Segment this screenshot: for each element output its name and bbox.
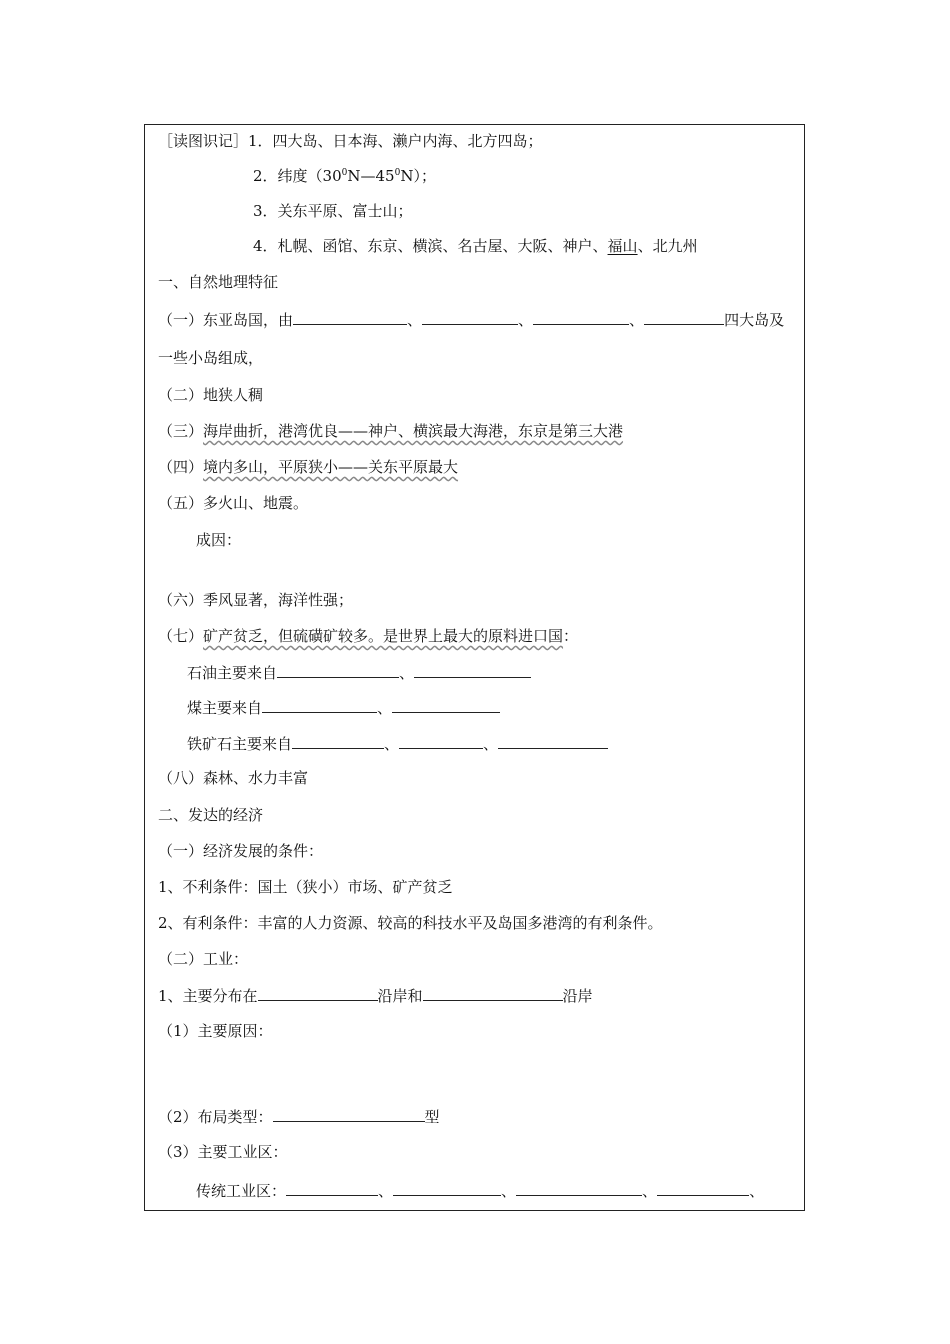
map-reading-item-1: 1．四大岛、日本海、濑户内海、北方四岛； (248, 132, 543, 150)
answer-blank[interactable] (414, 662, 531, 678)
answer-blank[interactable] (422, 309, 518, 325)
answer-blank[interactable] (657, 1180, 749, 1196)
answer-blank[interactable] (293, 309, 407, 325)
coal-sources: 煤主要来自 、 (187, 697, 500, 718)
unfavorable-conditions: 1、不利条件：国土（狭小）市场、矿产贫乏 (158, 878, 453, 896)
answer-blank[interactable] (399, 733, 483, 749)
industry-distribution: 1、主要分布在 沿岸和 沿岸 (158, 987, 593, 1005)
answer-blank[interactable] (423, 985, 563, 1001)
traditional-industrial-zones: 传统工业区： 、 、 、 、 (196, 1182, 765, 1200)
answer-blank[interactable] (644, 309, 724, 325)
feature-2: （二）地狭人稠 (158, 386, 264, 404)
industry-heading: （二）工业： (158, 950, 249, 968)
oil-sources: 石油主要来自 、 (187, 662, 531, 683)
answer-blank[interactable] (258, 985, 378, 1001)
map-reading-label: ［读图识记］ (158, 132, 249, 150)
iron-ore-sources: 铁矿石主要来自 、 、 (187, 733, 608, 754)
q1-four-islands: （一）东亚岛国，由 、 、 、 四大岛及 (158, 311, 785, 329)
layout-type: （2）布局类型： 型 (158, 1108, 440, 1126)
feature-8: （八）森林、水力丰富 (158, 769, 309, 787)
main-reasons: （1）主要原因： (158, 1022, 273, 1040)
feature-4: （四）境内多山，平原狭小——关东平原最大 (158, 458, 459, 476)
answer-blank[interactable] (498, 733, 608, 749)
feature-5-cause: 成因： (196, 531, 242, 549)
answer-blank[interactable] (286, 1180, 378, 1196)
feature-6: （六）季风显著，海洋性强； (158, 591, 354, 609)
main-industrial-zones: （3）主要工业区： (158, 1143, 288, 1161)
map-reading-line-1 (158, 131, 543, 151)
answer-blank[interactable] (533, 309, 629, 325)
map-reading-item-3: 3．关东平原、富士山； (253, 202, 413, 220)
answer-blank[interactable] (292, 733, 384, 749)
answer-blank[interactable] (393, 1180, 501, 1196)
map-reading-item-4: 4．札幌、函馆、东京、横滨、名古屋、大阪、神户、福山、北九州 (253, 237, 698, 255)
map-reading-item-2: 2．纬度$(30^0N—45^0N)$； (253, 167, 436, 185)
city-fukuyama: 福山 (607, 237, 638, 255)
answer-blank[interactable] (516, 1180, 642, 1196)
answer-blank[interactable] (277, 662, 399, 678)
feature-5: （五）多火山、地震。 (158, 494, 309, 512)
answer-blank[interactable] (262, 697, 377, 713)
answer-blank[interactable] (273, 1106, 425, 1122)
section-2-title: 二、发达的经济 (158, 806, 264, 824)
feature-7: （七）矿产贫乏，但硫磺矿较多。是世界上最大的原料进口国： (158, 627, 579, 645)
q1-continuation: 一些小岛组成， (158, 349, 264, 367)
feature-3: （三）海岸曲折，港湾优良——神户、横滨最大海港，东京是第三大港 (158, 422, 624, 440)
section-1-title: 一、自然地理特征 (158, 273, 279, 291)
favorable-conditions: 2、有利条件：丰富的人力资源、较高的科技水平及岛国多港湾的有利条件。 (158, 914, 663, 932)
answer-blank[interactable] (392, 697, 500, 713)
economy-conditions: （一）经济发展的条件： (158, 842, 324, 860)
